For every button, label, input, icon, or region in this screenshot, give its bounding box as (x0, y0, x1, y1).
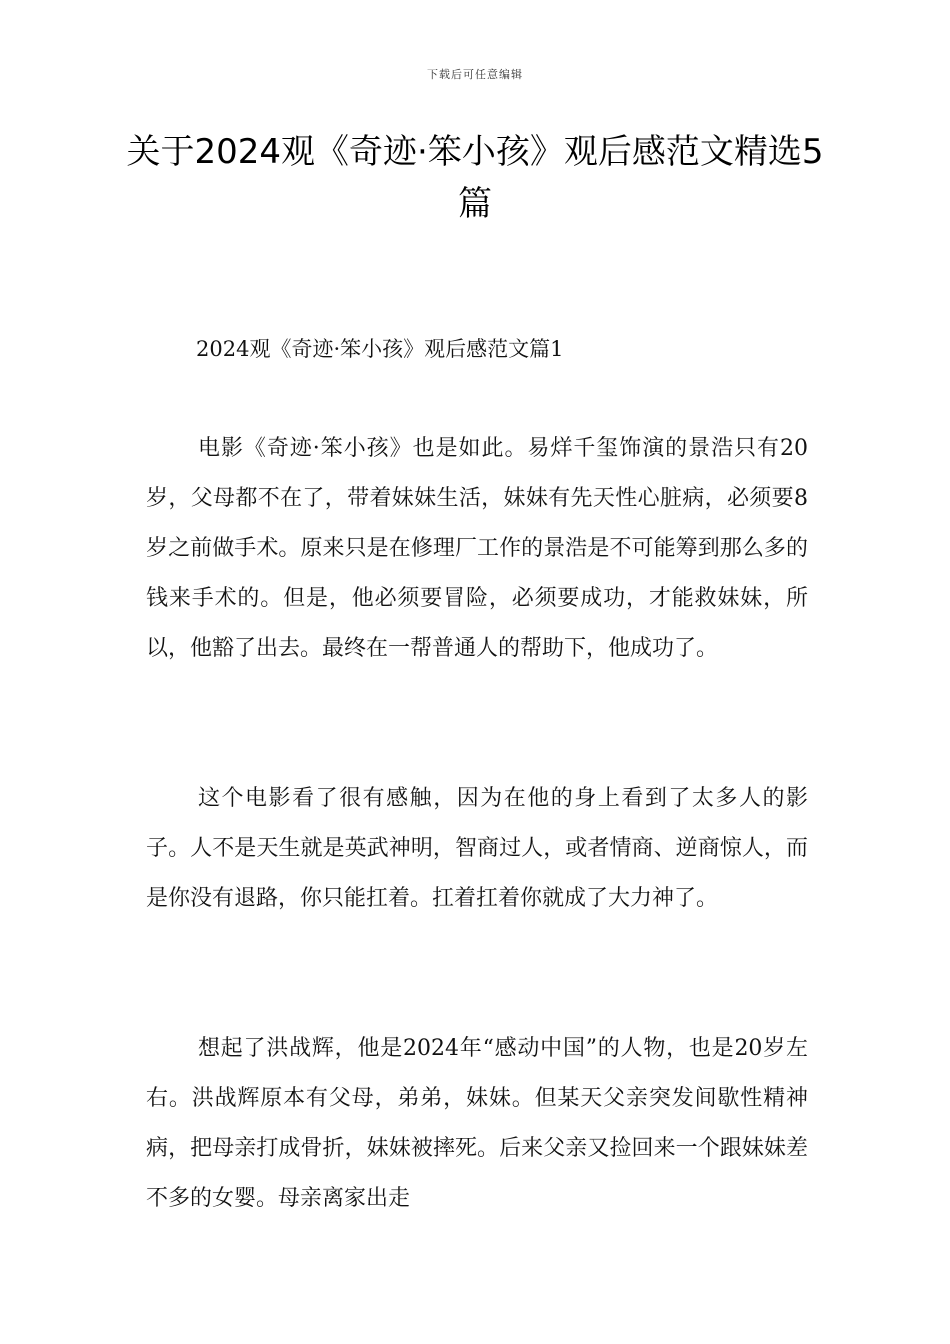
paragraph-2: 这个电影看了很有感触，因为在他的身上看到了太多人的影子。人不是天生就是英武神明，智商过人，或者情商、逆商惊人，而是你没有退路，你只能扛着。扛着扛着你就成了大力神了。 (146, 786, 808, 911)
section-heading: 2024观《奇迹·笨小孩》观后感范文篇1 (196, 337, 564, 361)
paragraph-1: 电影《奇迹·笨小孩》也是如此。易烊千玺饰演的景浩只有20岁，父母都不在了，带着妹妹生活，妹妹有先天性心脏病，必须要8岁之前做手术。原来只是在修理厂工作的景浩是不可能筹到那么多的钱来手术的。但是，他必须要冒险，必须要成功，才能救妹妹，所以，他豁了出去。最终在一帮普通人的帮助下，他成功了。 (146, 436, 808, 661)
header-note: 下载后可任意编辑 (427, 68, 523, 81)
document-title: 关于2024观《奇迹·笨小孩》观后感范文精选5篇 (126, 132, 824, 224)
paragraph-3: 想起了洪战辉，他是2024年“感动中国”的人物，也是20岁左右。洪战辉原本有父母，弟弟，妹妹。但某天父亲突发间歇性精神病，把母亲打成骨折，妹妹被摔死。后来父亲又捡回来一个跟妹妹差不多的女婴。母亲离家出走 (146, 1036, 808, 1211)
